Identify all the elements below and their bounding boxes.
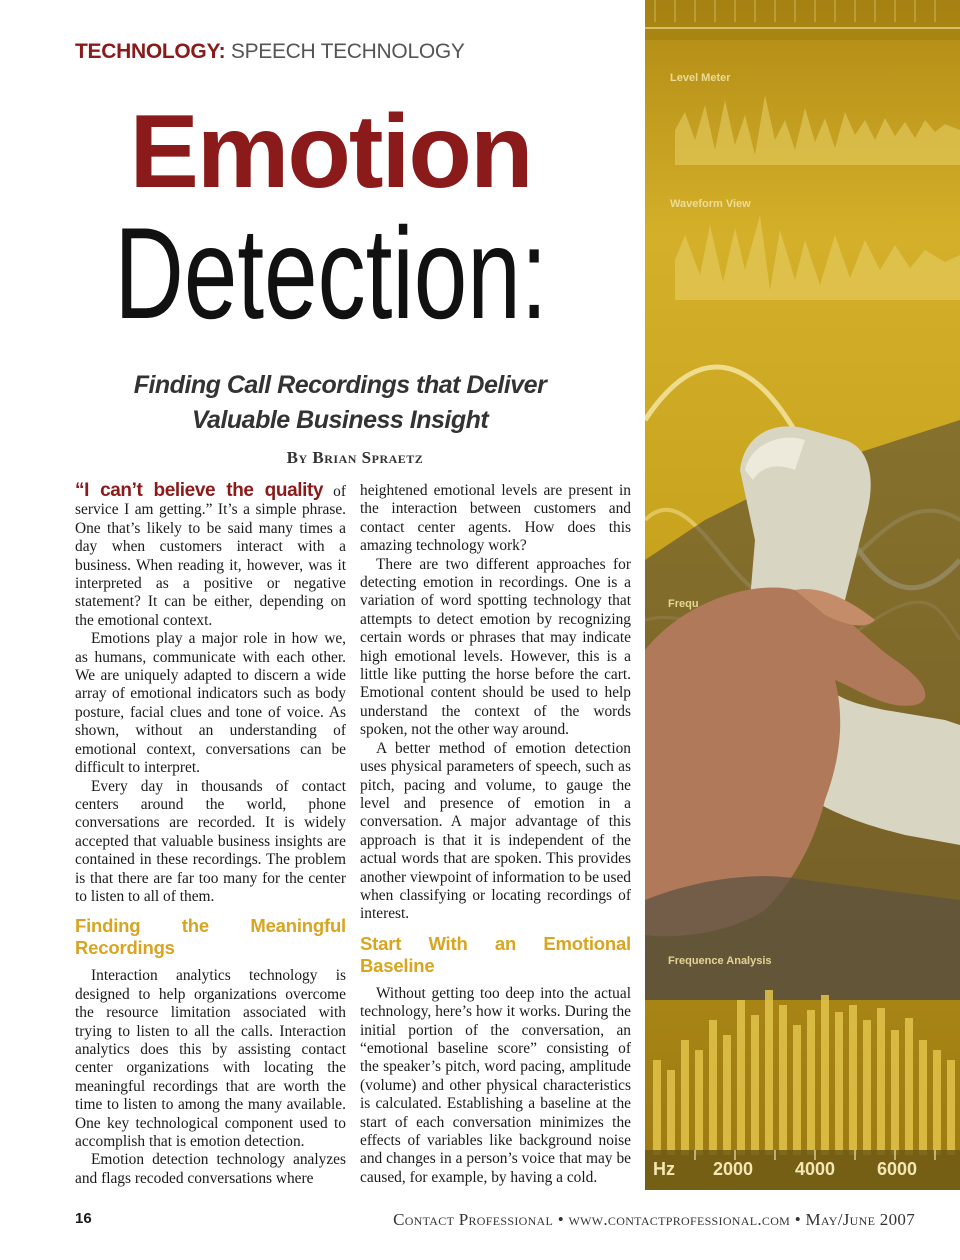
waveform-view-label: Waveform View [670,198,751,210]
paragraph: A better method of emotion detection uses physical parameters of speech, such as pitch, pacing and volume, to gauge the level and presence of emotion in a conversation. A major advantage of this approach is that it is independent of the actual words that are spoken. This provides another viewpoint of information to be used when classifying or locating recordings of interest. [360,739,631,923]
paragraph: Emotion detection technology analyzes and flags recoded conversations where [75,1151,346,1187]
page-number: 16 [75,1210,92,1227]
footer-masthead: Contact Professional • www.contactprofessional.com • May/June 2007 [393,1210,915,1229]
section-kicker: TECHNOLOGY: [75,40,226,63]
section-label [75,40,465,64]
frequency-analysis-label: Frequence Analysis [668,955,772,967]
paragraph: heightened emotional levels are present in the interaction between customers and contact center agents. How does this amazing technology work? [360,482,631,555]
lead-in-quote: “I can’t believe the quality [75,480,324,501]
hz-unit-label: Hz [653,1159,675,1179]
subheadline-line-2: Valuable Business Insight [191,406,489,434]
hz-tick-label: 4000 [795,1159,836,1179]
hz-tick-label: 6000 [877,1159,918,1179]
paragraph: Without getting too deep into the actual technology, here’s how it works. During the initial portion of the conversation, an “emotional baseline score” consisting of the speaker’s pitch, word pacing, amplitude (volume) and other physical characteristics is calculated. Establishing a baseline at the start of each conversation minimizes the effects of variables like background noise and changes in a person’s voice that may be caused, for example, by having a cold. [360,984,631,1186]
subheadline [55,368,625,438]
paragraph [75,482,346,630]
hz-tick-label: 2000 [713,1159,754,1179]
paragraph: Every day in thousands of contact centers around the world, phone conversations are recorded. It is widely accepted that valuable business insights are contained in these recordings. The problem is that there are far too many for the center to listen to all of them. [75,777,346,905]
paragraph: Emotions play a major role in how we, as humans, communicate with each other. We are uniquely adapted to discern a wide array of emotional indicators such as body posture, facial clues and tone of voice. As shown, without an understanding of emotional context, conversations can be difficult to interpret. [75,630,346,777]
frequency-axis [645,1155,960,1185]
paragraph: There are two different approaches for detecting emotion in recordings. One is a variation of word spotting technology that attempts to detect emotion by recognizing certain words or phrases that may indicate high emotional levels. However, this is a little like putting the horse before the cart. Emotional content should be used to help understand the context of the words spoken, not the other way around. [360,555,631,739]
subheading: Start With an Emotional Baseline [360,932,631,976]
audio-analysis-illustration [645,0,960,1190]
paragraph-text: of service I am getting.” It’s a simple phrase. One that’s likely to be said many times a day when customers interact with a business. When reading it, however, was it interpreted as a positive or negative statement? It can be either, depending on the emotional context. [75,483,347,629]
byline: By Brian Spraetz [286,448,424,467]
feature-photo [645,0,960,1190]
section-topic: SPEECH TECHNOLOGY [230,40,465,63]
headline-line-2: Detection: [114,200,548,346]
subheadline-line-1: Finding Call Recordings that Deliver [133,371,547,399]
frequency-label-partial: Frequ [668,598,699,610]
article-column-2 [360,482,631,1187]
page-footer [75,1210,915,1232]
article-column-1 [75,482,346,1188]
level-meter-label: Level Meter [670,72,731,84]
paragraph: Interaction analytics technology is designed to help organizations overcome the resource limitation associated with trying to listen to all the calls. Interaction analytics does this by assisting contact center organizations with locating the meaningful recordings that are worth the time to listen to among the many available. One key technological component used to accomplish that is emotion detection. [75,967,346,1150]
subheading: Finding the Meaningful Recordings [75,915,346,959]
headline-line-1: Emotion [129,94,532,210]
